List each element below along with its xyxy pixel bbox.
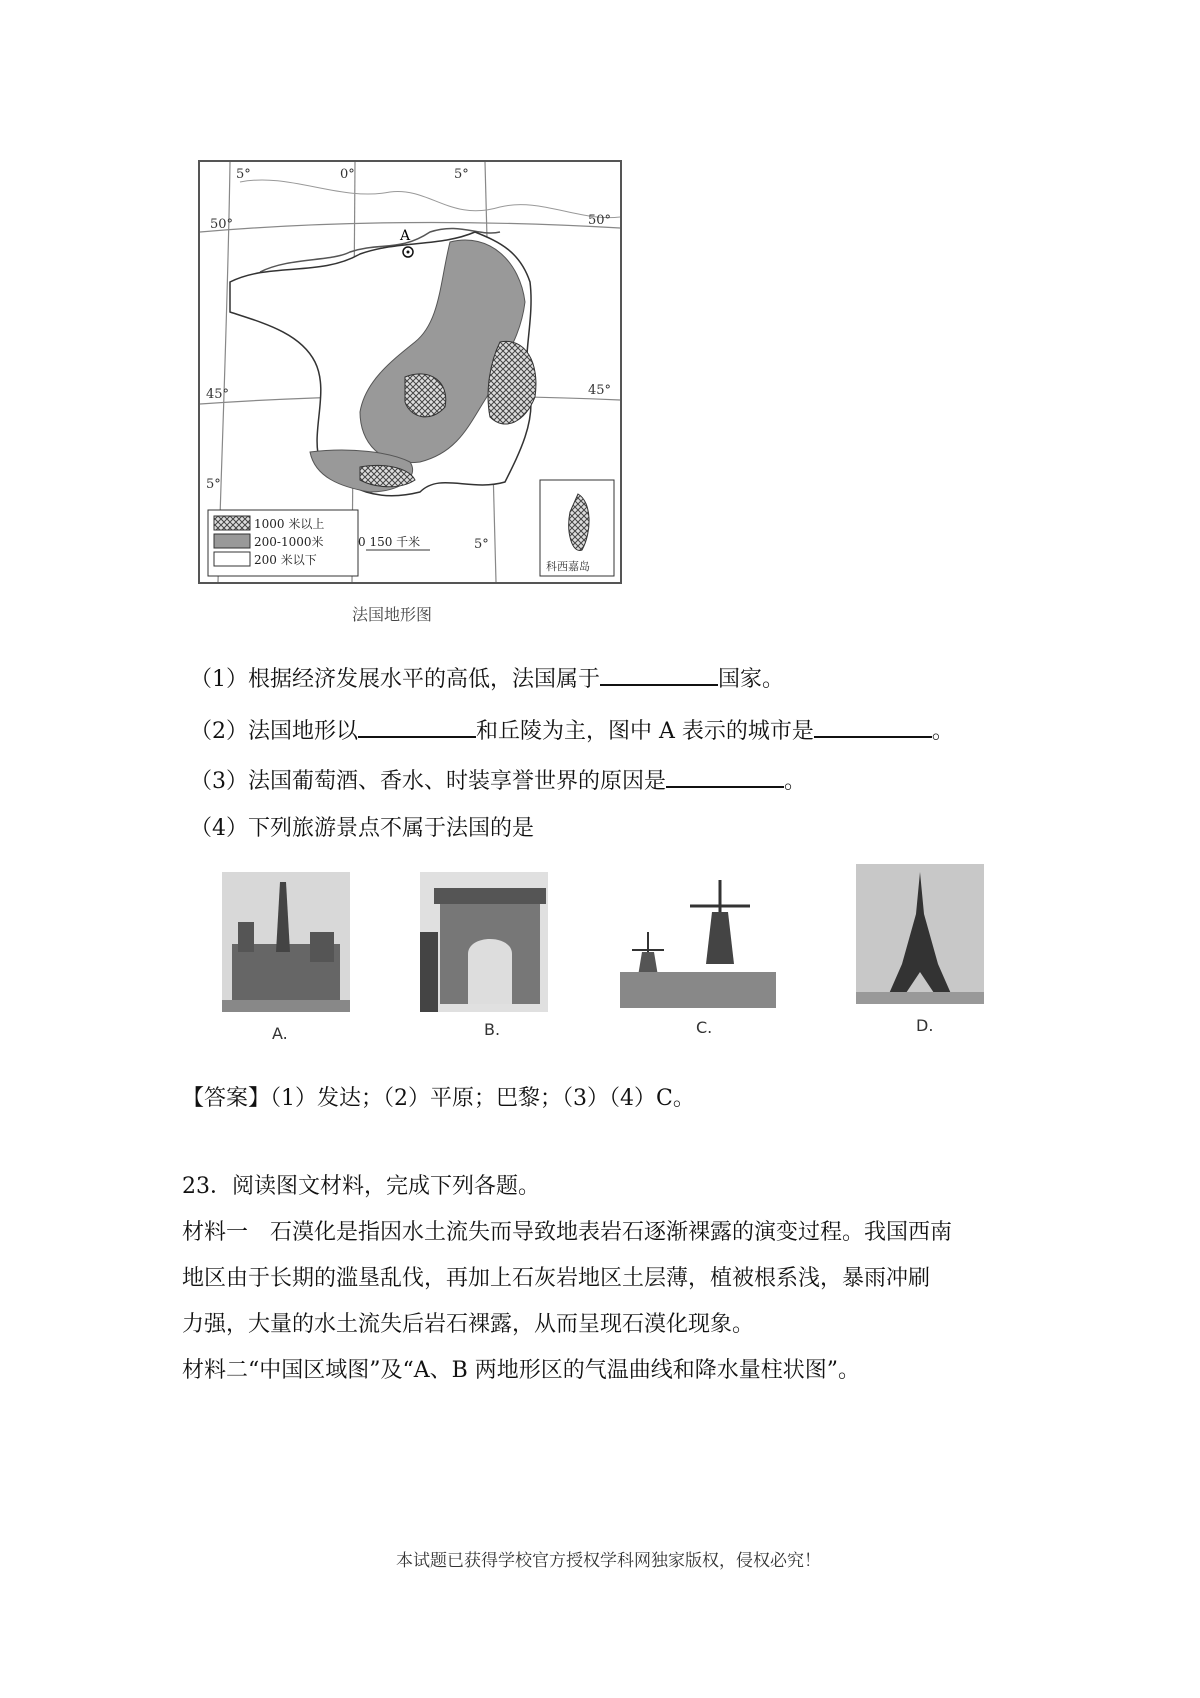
lat-label: 50° — [588, 213, 612, 228]
lon-label: 5° — [454, 167, 469, 182]
question-3 — [190, 764, 806, 797]
windmill-photo — [620, 872, 776, 1012]
answer-blank[interactable] — [600, 662, 718, 686]
question-text: 和丘陵为主，图中 A 表示的城市是 — [476, 719, 814, 744]
question-text: 。 — [931, 719, 954, 744]
tower-photo — [856, 864, 984, 1004]
question-number: （1） — [190, 667, 248, 692]
question-text: 法国地形以 — [248, 719, 359, 744]
legend-item: 200-1000米 — [254, 535, 324, 549]
cathedral-icon — [222, 872, 350, 1012]
question-number: （3） — [190, 769, 248, 794]
q23-material1-line: 地区由于长期的滥垦乱伐，再加上石灰岩地区土层薄，植被根系浅，暴雨冲刷 — [182, 1266, 931, 1291]
question-2 — [190, 714, 954, 747]
answer-line — [182, 1084, 695, 1114]
lat-label: 50° — [210, 217, 234, 232]
scale-label: 0 150 千米 — [358, 535, 421, 549]
q23-material1-line: 力强，大量的水土流失后岩石裸露，从而呈现石漠化现象。 — [182, 1312, 755, 1337]
q23-material2: 材料二“中国区域图”及“A、B 两地形区的气温曲线和降水量柱状图”。 — [182, 1358, 861, 1383]
legend-item: 1000 米以上 — [254, 517, 325, 531]
lon-label: 5° — [474, 537, 489, 552]
question-text: 根据经济发展水平的高低，法国属于 — [248, 667, 601, 692]
lon-label: 5° — [236, 167, 251, 182]
lon-label: 0° — [340, 167, 355, 182]
inset-label: 科西嘉岛 — [546, 560, 590, 573]
question-text: 法国葡萄酒、香水、时装享誉世界的原因是 — [248, 769, 667, 794]
lat-label: 45° — [206, 387, 230, 402]
q23-heading: 23．阅读图文材料，完成下列各题。 — [182, 1174, 540, 1199]
answer-blank[interactable] — [358, 714, 476, 738]
answer-prefix: 【答案】 — [182, 1086, 271, 1111]
question-4 — [190, 814, 534, 844]
question-text: 下列旅游景点不属于法国的是 — [248, 816, 535, 841]
map-caption: 法国地形图 — [352, 605, 433, 624]
cathedral-photo — [222, 872, 350, 1012]
question-text: 。 — [784, 769, 807, 794]
lon-label: 5° — [206, 477, 221, 492]
map-drawing — [200, 162, 620, 582]
lat-label: 45° — [588, 383, 612, 398]
question-number: （2） — [190, 719, 248, 744]
copyright-footer: 本试题已获得学校官方授权学科网独家版权，侵权必究！ — [396, 1551, 821, 1571]
answer-blank[interactable] — [814, 714, 932, 738]
question-number: （4） — [190, 816, 248, 841]
option-label: D. — [916, 1016, 934, 1035]
option-label: C. — [696, 1018, 713, 1037]
arch-icon — [420, 872, 548, 1012]
question-1 — [190, 662, 784, 695]
legend-item: 200 米以下 — [254, 553, 317, 567]
q23-material1-line: 材料一 石漠化是指因水土流失而导致地表岩石逐渐裸露的演变过程。我国西南 — [182, 1220, 953, 1245]
france-terrain-map — [198, 160, 622, 584]
city-a-label: A — [400, 228, 411, 244]
question-text: 国家。 — [718, 667, 785, 692]
answer-blank[interactable] — [666, 764, 784, 788]
arch-photo — [420, 872, 548, 1012]
eiffel-tower-icon — [856, 864, 984, 1004]
answer-text: （1）发达；（2）平原；巴黎；（3）（4）C。 — [270, 1086, 695, 1111]
option-label: A. — [272, 1024, 288, 1043]
windmill-icon — [620, 872, 776, 1012]
option-label: B. — [484, 1020, 501, 1039]
